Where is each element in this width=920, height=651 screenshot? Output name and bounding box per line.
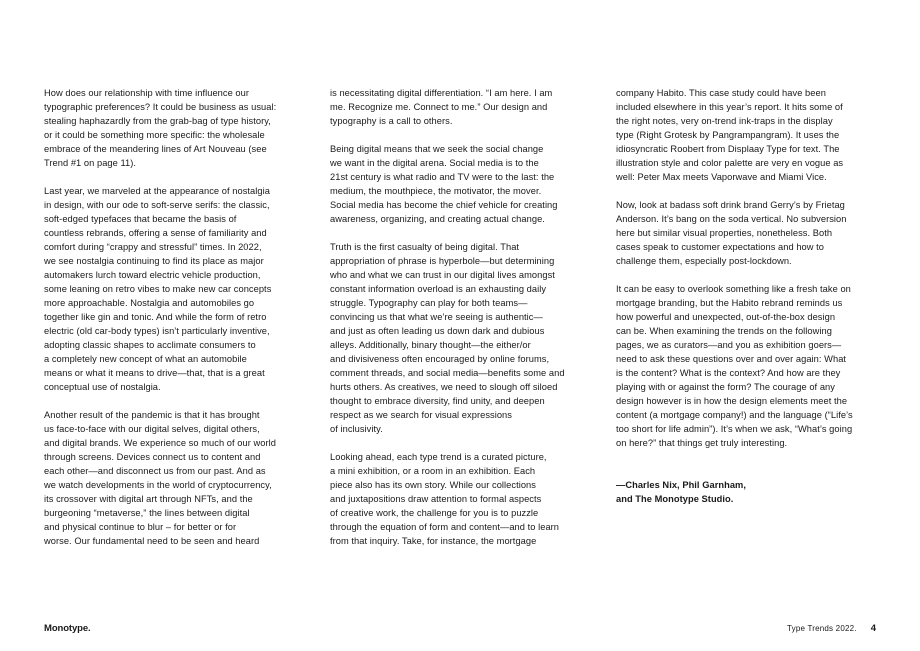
paragraph: company Habito. This case study could have been included elsewhere in this year’s report. It hits some of the right notes, very on-trend ink-traps in the display type (Right Grotesk by Pangrampangram). It uses the idiosyncratic Roobert from Displaay Type for text. The illustration style and color palette are very en vogue as well: Peter Max meets Vaporwave and Miami Vice. <box>616 88 844 182</box>
text-column-3 <box>616 86 878 506</box>
paragraph: Truth is the first casualty of being digital. That appropriation of phrase is hyperbole—but determining who and what we can trust in our digital lives amongst constant information overload is an exhausting daily struggle. Typography can play for both teams— convincing us that what we’re seeing is authentic— and just as often leading us down dark and dubious alleys. Additionally, binary thought—the either/or and divisiveness often encouraged by online forums, comment threads, and social media—benefits some and hurts others. As creatives, we need to slough off siloed thought to embrace diversity, find unity, and deepen respect as we search for visual expressions of inclusivity. <box>330 242 565 434</box>
text-column-1 <box>44 86 316 548</box>
paragraph: How does our relationship with time influence our typographic preferences? It could be business as usual: stealing haphazardly from the grab-bag of type history, or it could be something more specific: the wholesale embrace of the meandering lines of Art Nouveau (see Trend #1 on page 11). <box>44 88 277 168</box>
publication-title: Type Trends 2022. <box>787 624 857 633</box>
paragraph: Being digital means that we seek the social change we want in the digital arena. Social media is to the 21st century is what radio and TV were to the last: the medium, the mouthpiece, the motivator, the mover. Social media has become the chief vehicle for creating awareness, organizing, and creating actual change. <box>330 144 558 224</box>
author-signature: —Charles Nix, Phil Garnham, and The Monotype Studio. <box>616 480 746 504</box>
paragraph: is necessitating digital differentiation. “I am here. I am me. Recognize me. Connect to me.” Our design and typography is a call to others. <box>330 88 553 126</box>
footer-right <box>787 623 876 634</box>
paragraph: Looking ahead, each type trend is a curated picture, a mini exhibition, or a room in an exhibition. Each piece also has its own story. While our collections and juxtapositions draw attention to formal aspects of creative work, the challenge for you is to puzzle through the equation of form and content—and to learn from that inquiry. Take, for instance, the mortgage <box>330 452 560 546</box>
paragraph: Now, look at badass soft drink brand Gerry’s by Frietag Anderson. It’s bang on the soda vertical. No subversion here but similar visual properties, nonetheless. Both cases speak to customer expectations and how to challenge them, especially post-lockdown. <box>616 200 847 266</box>
monotype-logo: Monotype. <box>44 623 91 634</box>
paragraph: Last year, we marveled at the appearance of nostalgia in design, with our ode to soft-serve serifs: the classic, soft-edged typefaces that became the basis of countless rebrands, offering a sense of familiarity and comfort during “crappy and stressful” times. In 2022, we see nostalgia continuing to find its place as major automakers lurch toward electric vehicle production, some leaning on retro vibes to make new car concepts more approachable. Nostalgia and automobiles go together like gin and tonic. And while the form of retro electric (old car-body types) isn’t particularly inventive, adopting classic shapes to acclimate consumers to a completely new concept of what an automobile means or what it means to drive—that, that is a great conceptual use of nostalgia. <box>44 186 272 392</box>
text-column-2 <box>330 86 602 548</box>
page-number: 4 <box>870 623 876 634</box>
paragraph: Another result of the pandemic is that it has brought us face-to-face with our digital selves, digital others, and digital brands. We experience so much of our world through screens. Devices connect us to content and each other—and disconnect us from our past. And as we watch developments in the world of cryptocurrency, its crossover with digital art through NFTs, and the burgeoning “metaverse,” the lines between digital and physical continue to blur – for better or for worse. Our fundamental need to be seen and heard <box>44 410 276 546</box>
paragraph: It can be easy to overlook something like a fresh take on mortgage branding, but the Habito rebrand reminds us how powerful and unexpected, out-of-the-box design can be. When examining the trends on the following pages, we as curators—and you as exhibition goers— need to ask these questions over and over again: What is the content? What is the context? And how are they playing with or against the form? The courage of any design however is in how the design elements meet the content (a mortgage company!) and the language (“Life’s too short for life admin”). It’s when we ask, “What’s going on here?” that things get truly interesting. <box>616 284 853 448</box>
